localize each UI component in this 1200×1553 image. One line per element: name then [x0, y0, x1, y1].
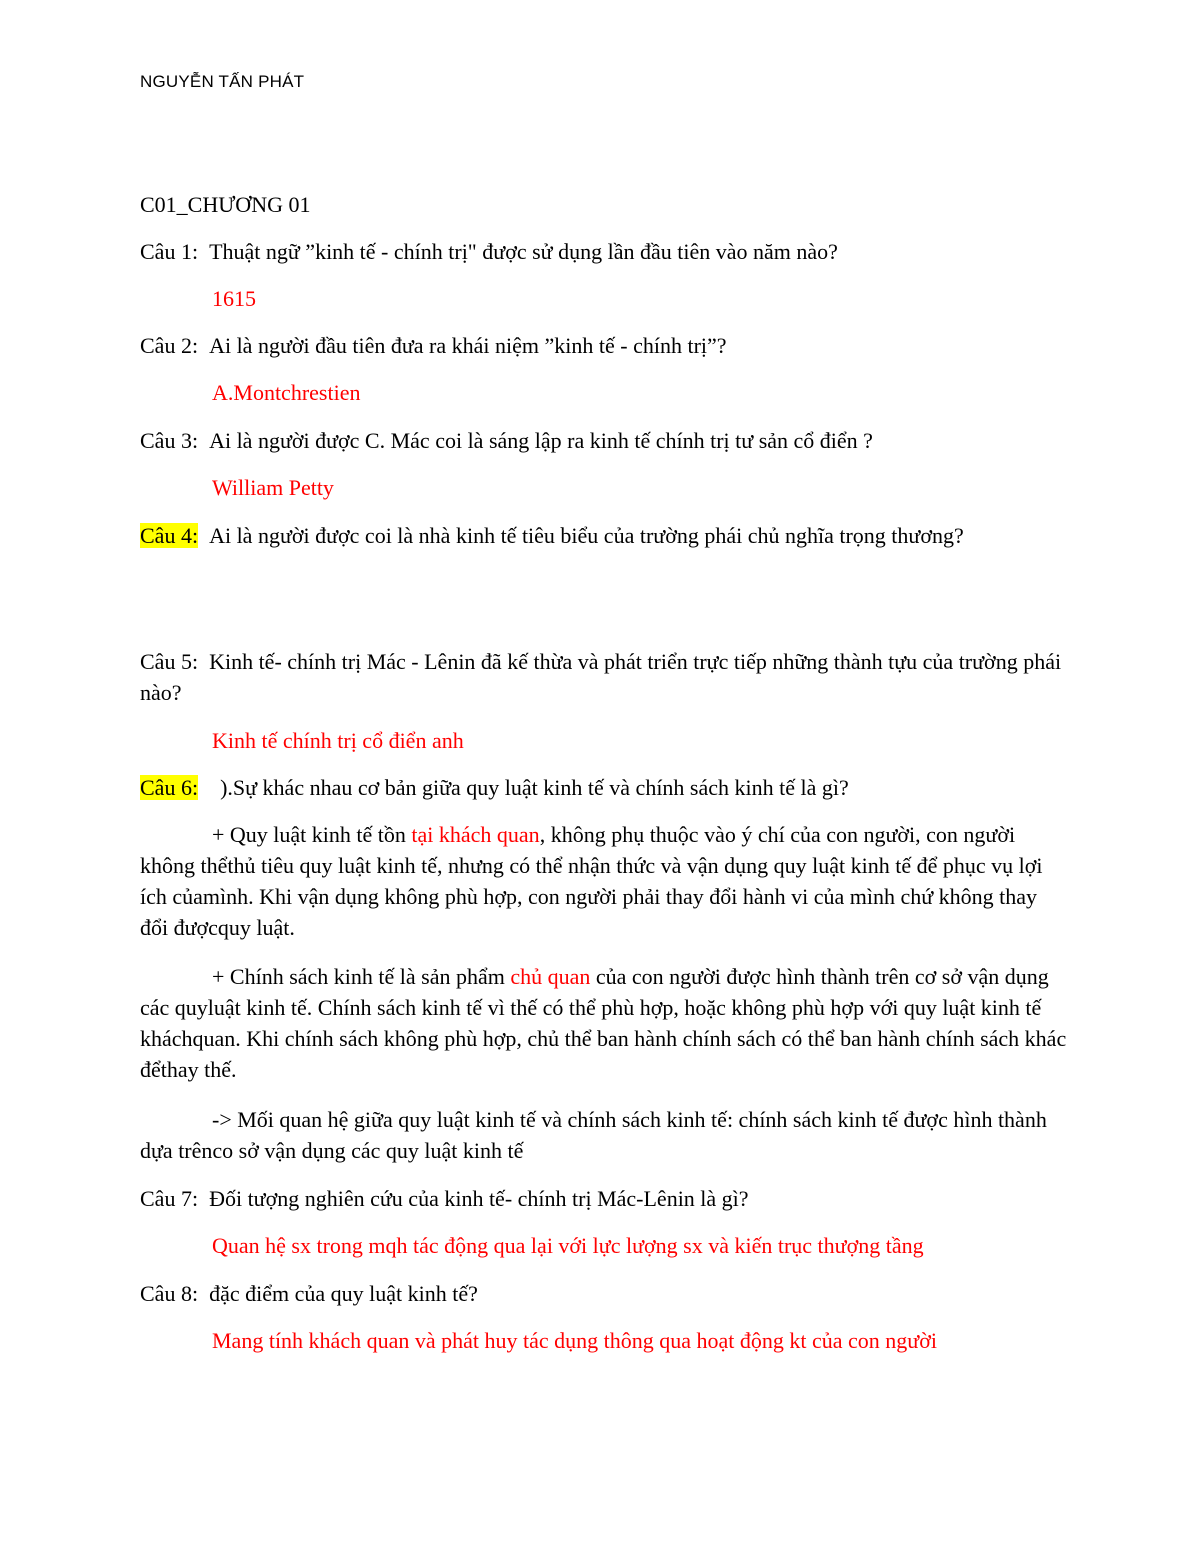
question-3: [140, 425, 1070, 456]
answer-8: Mang tính khách quan và phát huy tác dụng thông qua hoạt động kt của con người: [212, 1328, 937, 1353]
question-5: [140, 646, 1070, 708]
question-6-text: ).Sự khác nhau cơ bản giữa quy luật kinh tế và chính sách kinh tế là gì?: [220, 775, 849, 800]
question-7-label: Câu 7:: [140, 1186, 199, 1211]
question-8-label: Câu 8:: [140, 1281, 199, 1306]
question-2: [140, 330, 1070, 361]
explanation-paragraph-3: [140, 1104, 1070, 1166]
chapter-title: C01_CHƯƠNG 01: [140, 192, 311, 217]
explanation-paragraph-1: [140, 819, 1070, 943]
answer-3: William Petty: [212, 475, 334, 500]
question-1-text: Thuật ngữ ”kinh tế - chính trị" được sử dụng lần đầu tiên vào năm nào?: [209, 239, 838, 264]
paragraph-2-after: của con người được hình thành trên cơ sở vận dụng các quyluật kinh tế. Chính sách kinh tế vì thế có thể phù hợp, hoặc không phù hợp với quy luật kinh tế kháchquan. Khi chính sách không phù hợp, chủ thể ban hành chính sách có thể ban hành chính sách khác đểthay thế.: [140, 964, 1067, 1082]
paragraph-2-highlight: chủ quan: [510, 964, 591, 989]
paragraph-1-before: + Quy luật kinh tế tồn: [212, 822, 412, 847]
explanation-paragraph-2: [140, 961, 1070, 1085]
author-header: NGUYỄN TẤN PHÁT: [140, 72, 305, 91]
question-6-label: Câu 6:: [140, 775, 199, 800]
question-8: [140, 1278, 1070, 1309]
question-4-text: Ai là người được coi là nhà kinh tế tiêu biểu của trường phái chủ nghĩa trọng thương?: [209, 523, 964, 548]
question-3-text: Ai là người được C. Mác coi là sáng lập ra kinh tế chính trị tư sản cổ điển ?: [209, 428, 873, 453]
paragraph-1-highlight: tại khách quan: [411, 822, 540, 847]
question-2-text: Ai là người đầu tiên đưa ra khái niệm ”kinh tế - chính trị”?: [209, 333, 727, 358]
question-1: [140, 236, 1070, 267]
question-5-text: Kinh tế- chính trị Mác - Lênin đã kế thừa và phát triển trực tiếp những thành tựu của trường phái nào?: [140, 649, 1062, 705]
question-1-label: Câu 1:: [140, 239, 199, 264]
paragraph-2-before: + Chính sách kinh tế là sản phẩm: [212, 964, 511, 989]
question-5-label: Câu 5:: [140, 649, 199, 674]
question-6: [140, 772, 1070, 803]
question-7-text: Đối tượng nghiên cứu của kinh tế- chính trị Mác-Lênin là gì?: [209, 1186, 749, 1211]
question-3-label: Câu 3:: [140, 428, 199, 453]
question-4: [140, 520, 1070, 551]
paragraph-3-text: -> Mối quan hệ giữa quy luật kinh tế và chính sách kinh tế: chính sách kinh tế được hình thành dựa trênco sở vận dụng các quy luật kinh tế: [140, 1107, 1047, 1163]
answer-2: A.Montchrestien: [212, 380, 361, 405]
question-4-label: Câu 4:: [140, 523, 199, 548]
question-8-text: đặc điểm của quy luật kinh tế?: [209, 1281, 478, 1306]
paragraph-1-after: , không phụ thuộc vào ý chí của con người, con người không thểthủ tiêu quy luật kinh tế, nhưng có thể nhận thức và vận dụng quy luật kinh tế để phục vụ lợi ích củamình. Khi vận dụng không phù hợp, con người phải thay đổi hành vi của mình chứ không thay đổi đượcquy luật.: [140, 822, 1043, 940]
question-7: [140, 1183, 1070, 1214]
answer-1: 1615: [212, 286, 256, 311]
question-2-label: Câu 2:: [140, 333, 199, 358]
answer-5: Kinh tế chính trị cổ điển anh: [212, 728, 464, 753]
answer-7: Quan hệ sx trong mqh tác động qua lại với lực lượng sx và kiến trục thượng tầng: [212, 1233, 924, 1258]
